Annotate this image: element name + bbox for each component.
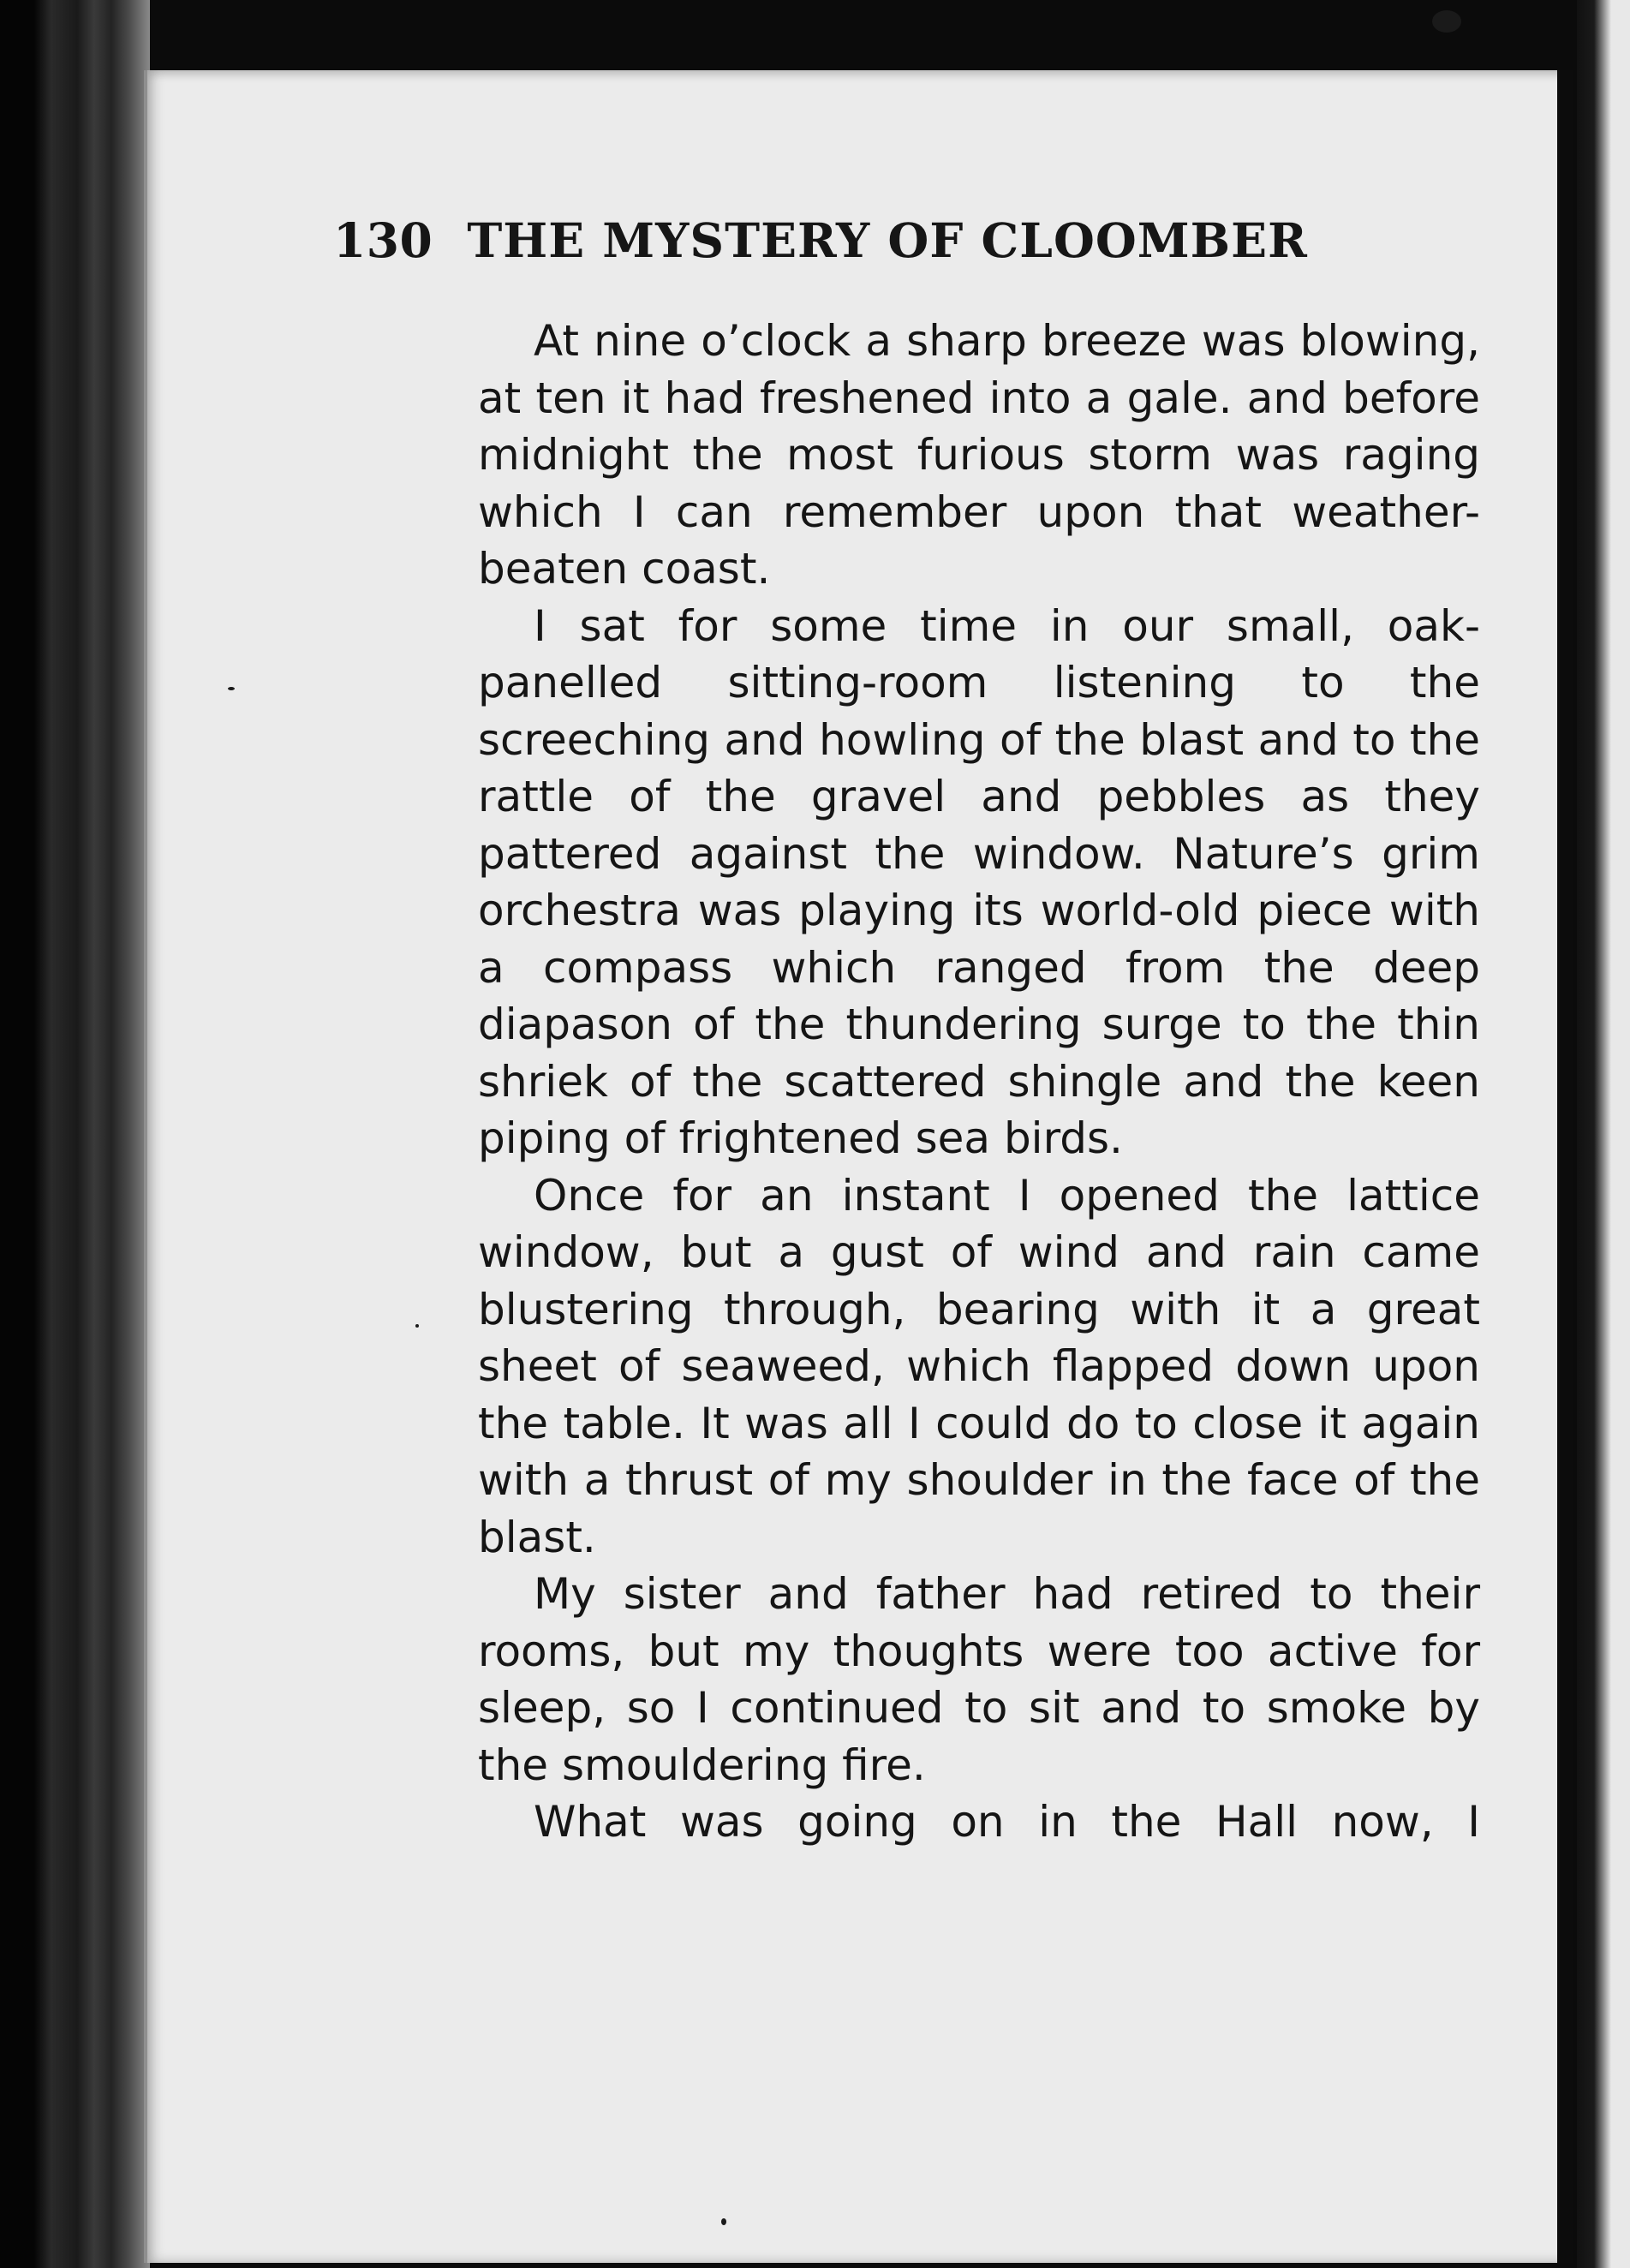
page-border-rule (1557, 70, 1573, 2263)
scan-speck (228, 687, 235, 690)
paragraph: Once for an instant I opened the lattice window, but a gust of wind and rain came blustering through, bearing with it a great sheet of seaweed, which flapped down upon the table. It was all I could do to close it again with a thrust of my shoulder in the face of the blast. (478, 1170, 1480, 1562)
running-header (333, 212, 1436, 268)
running-title: THE MYSTERY OF CLOOMBER (467, 212, 1308, 268)
body-text (478, 313, 1480, 1851)
scan-speck (721, 2218, 726, 2225)
paragraph: I sat for some time in our small, oak-panelled sitting-room listening to the screeching and howling of the blast and to the rattle of the gravel and pebbles as they pattered against the window. Nature’s grim orchestra was playing its world-old piece with a compass which ranged from the deep diapason of the thundering surge to the thin shriek of the scattered shingle and the keen piping of frightened sea birds. (478, 600, 1480, 1163)
page-number: 130 (333, 212, 433, 268)
paragraph: At nine o’clock a sharp breeze was blowing, at ten it had freshened into a gale. and before midnight the most furious storm was raging which I can remember upon that weather-beaten coast. (478, 316, 1480, 594)
scan-speck (1432, 10, 1461, 33)
book-spine-edge (0, 0, 150, 2268)
paragraph: My sister and father had retired to their rooms, but my thoughts were too active for sleep, so I continued to sit and to smoke by the smouldering fire. (478, 1569, 1480, 1790)
paragraph: What was going on in the Hall now, I (534, 1797, 1480, 1847)
scan-speck (415, 1324, 419, 1328)
adjacent-page-edge (1577, 0, 1630, 2268)
